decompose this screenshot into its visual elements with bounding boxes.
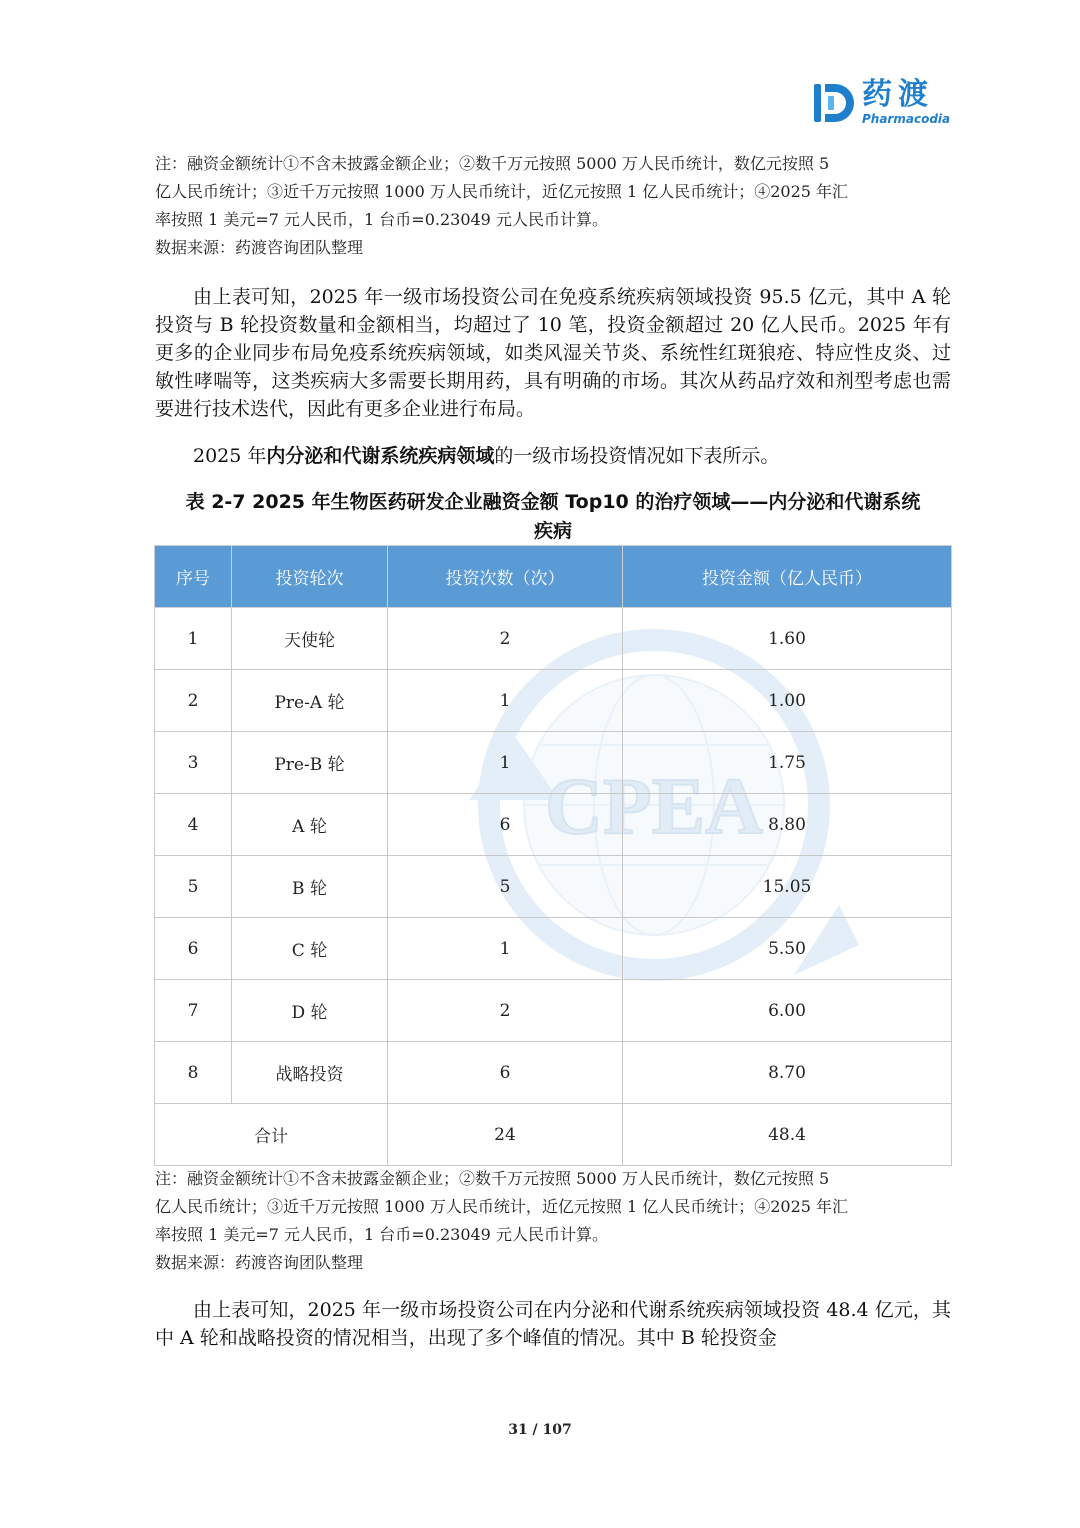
cell-index: 7 [155, 980, 232, 1042]
watermark-text: CPEA [545, 763, 763, 851]
cell-index: 5 [155, 856, 232, 918]
cell-count: 5 [388, 856, 623, 918]
note-top [155, 150, 951, 262]
cell-index: 4 [155, 794, 232, 856]
table-row [155, 608, 952, 670]
data-source: 数据来源：药渡咨询团队整理 [155, 238, 364, 257]
lead-prefix: 2025 年 [193, 445, 267, 467]
logo-chinese-name: 药渡 [862, 77, 934, 112]
cell-amount: 5.50 [623, 918, 952, 980]
cell-round: D 轮 [232, 980, 388, 1042]
cell-amount: 8.80 [623, 794, 952, 856]
cell-count: 2 [388, 608, 623, 670]
table-caption [155, 488, 951, 546]
note-line: 亿人民币统计；③近千万元按照 1000 万人民币统计，近亿元按照 1 亿人民币统计；④2025 年汇 [155, 182, 849, 201]
investment-table-wrap [154, 545, 951, 1166]
pharmacodia-logo [812, 78, 952, 128]
note-line: 率按照 1 美元=7 元人民币，1 台币=0.23049 元人民币计算。 [155, 210, 608, 229]
table-row [155, 670, 952, 732]
col-header-count: 投资次数（次） [388, 546, 623, 608]
table-row [155, 1042, 952, 1104]
cell-round: 战略投资 [232, 1042, 388, 1104]
cell-count: 2 [388, 980, 623, 1042]
lead-highlight: 内分泌和代谢系统疾病领域 [266, 445, 495, 467]
logo-english-name: Pharmacodia [862, 112, 951, 126]
investment-table [154, 545, 952, 1166]
table-row [155, 794, 952, 856]
cell-count: 1 [388, 732, 623, 794]
cell-amount: 15.05 [623, 856, 952, 918]
lead-sentence [193, 442, 779, 470]
table-row [155, 732, 952, 794]
col-header-round: 投资轮次 [232, 546, 388, 608]
note-line: 率按照 1 美元=7 元人民币，1 台币=0.23049 元人民币计算。 [155, 1225, 608, 1244]
pharmacodia-logo-icon [812, 80, 856, 126]
cell-index: 3 [155, 732, 232, 794]
cell-round: 天使轮 [232, 608, 388, 670]
cell-amount: 1.75 [623, 732, 952, 794]
cell-round: C 轮 [232, 918, 388, 980]
note-line: 注：融资金额统计①不含未披露金额企业；②数千万元按照 5000 万人民币统计，数亿元按照 5 [155, 1169, 830, 1188]
lead-suffix: 的一级市场投资情况如下表所示。 [494, 445, 780, 467]
table-row [155, 918, 952, 980]
cell-count: 1 [388, 918, 623, 980]
cell-index: 1 [155, 608, 232, 670]
cell-count: 6 [388, 794, 623, 856]
cell-count: 1 [388, 670, 623, 732]
cell-index: 2 [155, 670, 232, 732]
cell-total-label: 合计 [155, 1104, 388, 1166]
col-header-amount: 投资金额（亿人民币） [623, 546, 952, 608]
page-number: 31 / 107 [508, 1422, 572, 1438]
caption-line: 表 2-7 2025 年生物医药研发企业融资金额 Top10 的治疗领域——内分泌和代谢系统 [185, 491, 921, 513]
data-source: 数据来源：药渡咨询团队整理 [155, 1253, 364, 1272]
table-row [155, 980, 952, 1042]
table-row [155, 856, 952, 918]
cell-round: A 轮 [232, 794, 388, 856]
cell-amount: 1.60 [623, 608, 952, 670]
cell-index: 6 [155, 918, 232, 980]
table-total-row [155, 1104, 952, 1166]
cell-round: Pre-A 轮 [232, 670, 388, 732]
caption-line: 疾病 [533, 520, 572, 542]
table-header-row [155, 546, 952, 608]
note-bottom [155, 1165, 951, 1277]
note-line: 亿人民币统计；③近千万元按照 1000 万人民币统计，近亿元按照 1 亿人民币统计；④2025 年汇 [155, 1197, 849, 1216]
col-header-index: 序号 [155, 546, 232, 608]
note-line: 注：融资金额统计①不含未披露金额企业；②数千万元按照 5000 万人民币统计，数亿元按照 5 [155, 154, 830, 173]
cell-round: Pre-B 轮 [232, 732, 388, 794]
body-paragraph: 由上表可知，2025 年一级市场投资公司在免疫系统疾病领域投资 95.5 亿元，其中 A 轮投资与 B 轮投资数量和金额相当，均超过了 10 笔，投资金额超过 20 亿人民币。2025 年有更多的企业同步布局免疫系统疾病领域，如类风湿关节炎、系统性红斑狼疮、特应性皮炎、过敏性哮喘等，这类疾病大多需要长期用药，具有明确的市场。其次从药品疗效和剂型考虑也需要进行技术迭代，因此有更多企业进行布局。 [155, 286, 951, 420]
cell-count: 6 [388, 1042, 623, 1104]
cell-amount: 8.70 [623, 1042, 952, 1104]
cell-amount: 1.00 [623, 670, 952, 732]
cell-amount: 6.00 [623, 980, 952, 1042]
body-paragraph: 由上表可知，2025 年一级市场投资公司在内分泌和代谢系统疾病领域投资 48.4 亿元，其中 A 轮和战略投资的情况相当，出现了多个峰值的情况。其中 B 轮投资金 [155, 1299, 951, 1349]
cell-index: 8 [155, 1042, 232, 1104]
cell-round: B 轮 [232, 856, 388, 918]
cell-total-count: 24 [388, 1104, 623, 1166]
cell-total-amount: 48.4 [623, 1104, 952, 1166]
